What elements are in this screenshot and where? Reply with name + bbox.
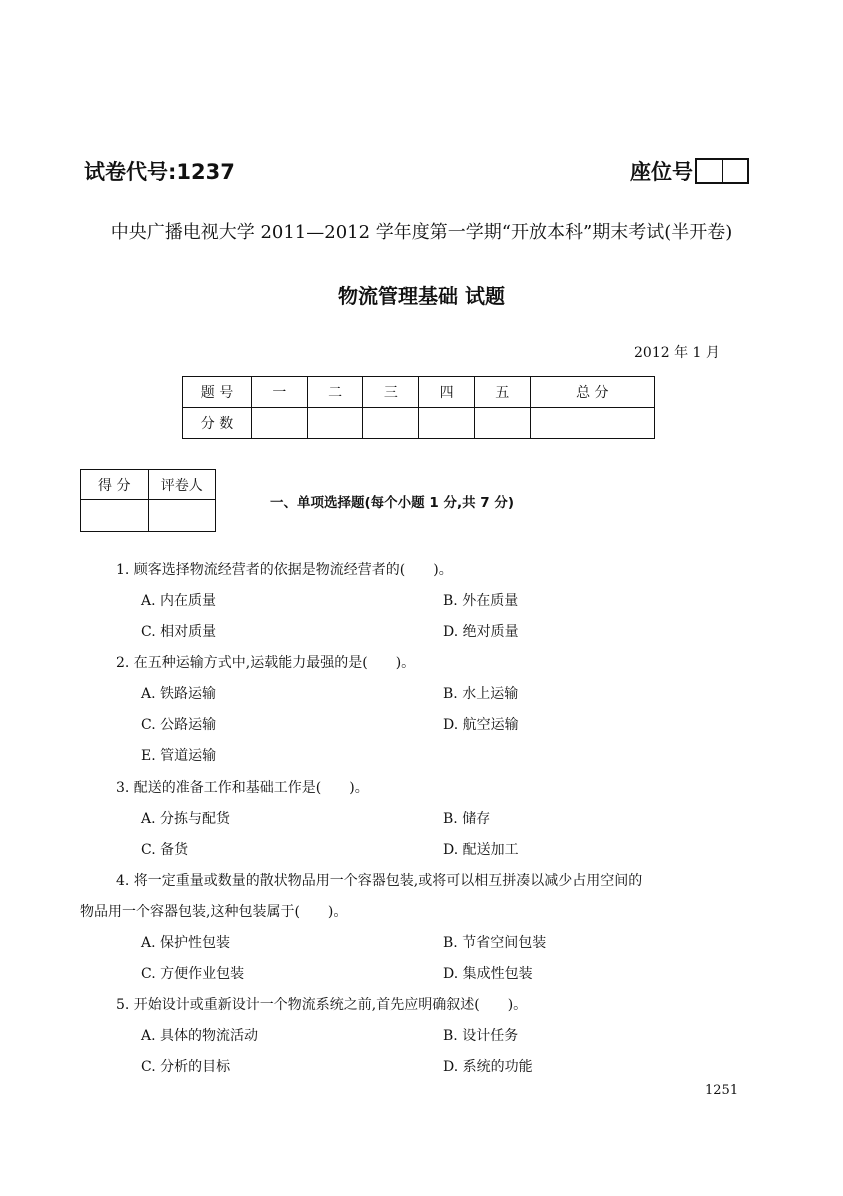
score-input-cell[interactable] bbox=[81, 500, 149, 532]
question-3-option-b[interactable]: B. 储存 bbox=[443, 811, 491, 827]
grader-input-cell[interactable] bbox=[148, 500, 216, 532]
question-1-text: 1. 顾客选择物流经营者的依据是物流经营者的( )。 bbox=[116, 562, 453, 578]
score-table-header-row bbox=[183, 377, 655, 408]
score-table-cell: 五 bbox=[474, 377, 530, 408]
grader-table bbox=[80, 469, 216, 532]
score-input-cell[interactable] bbox=[474, 408, 530, 439]
question-3-option-a[interactable]: A. 分拣与配货 bbox=[141, 811, 231, 827]
question-3-option-d[interactable]: D. 配送加工 bbox=[443, 842, 519, 858]
score-table-cell: 总 分 bbox=[530, 377, 654, 408]
question-2-option-d[interactable]: D. 航空运输 bbox=[443, 717, 519, 733]
score-table bbox=[182, 376, 655, 439]
question-2-option-b[interactable]: B. 水上运输 bbox=[443, 686, 519, 702]
page-title: 物流管理基础 试题 bbox=[338, 284, 505, 308]
exam-date: 2012 年 1 月 bbox=[634, 345, 720, 361]
question-5-option-c[interactable]: C. 分析的目标 bbox=[141, 1059, 231, 1075]
seat-label: 座位号 bbox=[630, 160, 693, 184]
question-1-option-d[interactable]: D. 绝对质量 bbox=[443, 624, 519, 640]
score-table-score-row bbox=[183, 408, 655, 439]
page-number: 1251 bbox=[705, 1083, 739, 1098]
score-input-cell[interactable] bbox=[530, 408, 654, 439]
score-input-cell[interactable] bbox=[419, 408, 475, 439]
question-2-option-e[interactable]: E. 管道运输 bbox=[141, 748, 217, 764]
score-table-cell: 三 bbox=[363, 377, 419, 408]
score-table-cell: 一 bbox=[252, 377, 308, 408]
score-table-cell: 四 bbox=[419, 377, 475, 408]
paper-code: 试卷代号:1237 bbox=[84, 160, 235, 184]
score-label: 得 分 bbox=[81, 470, 149, 500]
seat-number bbox=[630, 156, 749, 186]
question-5-text: 5. 开始设计或重新设计一个物流系统之前,首先应明确叙述( )。 bbox=[116, 997, 528, 1013]
exam-header: 中央广播电视大学 2011—2012 学年度第一学期“开放本科”期末考试(半开卷) bbox=[110, 222, 733, 243]
score-row-label: 分 数 bbox=[183, 408, 252, 439]
section-heading: 一、单项选择题(每个小题 1 分,共 7 分) bbox=[270, 495, 515, 511]
question-4-option-b[interactable]: B. 节省空间包装 bbox=[443, 935, 547, 951]
score-input-cell[interactable] bbox=[363, 408, 419, 439]
grader-label: 评卷人 bbox=[148, 470, 216, 500]
seat-number-box[interactable] bbox=[695, 158, 749, 184]
question-4-text-line2: 物品用一个容器包装,这种包装属于( )。 bbox=[80, 904, 348, 920]
question-1-option-a[interactable]: A. 内在质量 bbox=[141, 593, 217, 609]
question-2-text: 2. 在五种运输方式中,运载能力最强的是( )。 bbox=[116, 655, 416, 671]
question-2-option-a[interactable]: A. 铁路运输 bbox=[141, 686, 217, 702]
score-table-cell: 题 号 bbox=[183, 377, 252, 408]
question-4-option-a[interactable]: A. 保护性包装 bbox=[141, 935, 231, 951]
question-1-option-b[interactable]: B. 外在质量 bbox=[443, 593, 519, 609]
question-5-option-d[interactable]: D. 系统的功能 bbox=[443, 1059, 533, 1075]
question-2-option-c[interactable]: C. 公路运输 bbox=[141, 717, 217, 733]
question-5-option-a[interactable]: A. 具体的物流活动 bbox=[141, 1028, 259, 1044]
question-1-option-c[interactable]: C. 相对质量 bbox=[141, 624, 217, 640]
question-4-option-c[interactable]: C. 方便作业包装 bbox=[141, 966, 245, 982]
question-5-option-b[interactable]: B. 设计任务 bbox=[443, 1028, 519, 1044]
score-input-cell[interactable] bbox=[252, 408, 308, 439]
question-4-text-line1: 4. 将一定重量或数量的散状物品用一个容器包装,或将可以相互拼凑以减少占用空间的 bbox=[116, 873, 643, 889]
score-input-cell[interactable] bbox=[307, 408, 363, 439]
question-3-text: 3. 配送的准备工作和基础工作是( )。 bbox=[116, 780, 369, 796]
question-4-option-d[interactable]: D. 集成性包装 bbox=[443, 966, 533, 982]
question-3-option-c[interactable]: C. 备货 bbox=[141, 842, 189, 858]
score-table-cell: 二 bbox=[307, 377, 363, 408]
